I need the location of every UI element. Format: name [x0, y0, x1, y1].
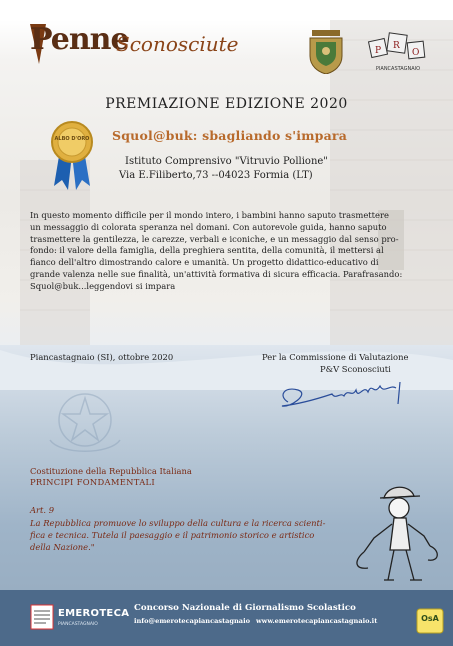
signature-icon — [270, 374, 420, 414]
emeroteca-logo — [30, 602, 130, 632]
article-line: della Nazione." — [30, 542, 95, 552]
municipal-crest-icon — [304, 24, 348, 74]
osa-label: OsA — [421, 614, 439, 623]
motivation-line: Squol@buk...leggendovi si impara — [30, 280, 176, 291]
logo-sconosciute-text: Sconosciute — [116, 32, 239, 56]
contest-title: Concorso Nazionale di Giornalismo Scolastico — [134, 603, 356, 613]
emeroteca-sub: PIANCASTAGNAIO — [58, 622, 98, 627]
page-title: PREMIAZIONE EDIZIONE 2020 — [105, 96, 348, 112]
school-name: Istituto Comprensivo "Vitruvio Pollione" — [125, 156, 328, 167]
svg-text:P: P — [375, 46, 382, 56]
proloco-label: PIANCASTAGNAIO — [375, 66, 421, 72]
svg-text:O: O — [412, 48, 420, 58]
article-line: fica e tecnica. Tutela il paesaggio e il patrimonio storico e artistico — [30, 530, 315, 540]
motivation-line: trasmettere la gentilezza, le carezze, verbali e iconiche, e un messaggio dal senso pro- — [30, 233, 399, 244]
motivation-line: grande valenza nelle sue finalità, un'attività formativa di sicura efficacia. Parafrasando: — [30, 268, 403, 279]
cartoon-boy-illustration — [344, 480, 444, 590]
penne-sconosciute-logo — [30, 18, 239, 78]
commission-line-2: P&V Sconosciuti — [320, 364, 391, 374]
motivation-line: un messaggio di colorata speranza nel domani. Con autorevole guida, hanno saputo — [30, 221, 387, 232]
article-line: La Repubblica promuove lo sviluppo della cultura e la ricerca scienti- — [30, 518, 326, 528]
article-text — [30, 517, 350, 553]
place-date: Piancastagnaio (SI), ottobre 2020 — [30, 352, 174, 362]
proloco-logo — [366, 28, 430, 80]
medal-label: ALBO D'ORO — [54, 136, 90, 142]
osa-logo — [416, 608, 444, 634]
school-address: Via E.Filiberto,73 --04023 Formia (LT) — [119, 170, 313, 181]
dice-icon — [366, 28, 430, 66]
footer-website-link[interactable]: www.emerotecapiancastagnaio.it — [256, 617, 378, 625]
constitution-title: Costituzione della Repubblica Italiana — [30, 466, 192, 476]
footer-email-link[interactable]: info@emerotecapiancastagnaio — [134, 617, 250, 625]
logo-penne-text: Penne — [30, 22, 129, 57]
emeroteca-name: EMEROTECA — [58, 608, 130, 619]
constitution-subtitle: PRINCIPI FONDAMENTALI — [30, 477, 156, 487]
italian-republic-emblem-icon — [30, 380, 140, 460]
newspaper-icon — [30, 604, 54, 630]
award-subject: Squol@buk: sbagliando s'impara — [112, 128, 347, 143]
motivation-line: In questo momento difficile per il mondo intero, i bambini hanno saputo trasmettere — [30, 210, 389, 220]
gold-medal-icon — [50, 120, 94, 192]
article-number: Art. 9 — [30, 505, 55, 515]
svg-text:R: R — [393, 41, 400, 51]
motivation-line: fondo: il valore della famiglia, della preghiera sentita, della comunità, il mettersi al — [30, 245, 384, 256]
commission-line-1: Per la Commissione di Valutazione — [262, 352, 409, 362]
motivation-line: fianco dell'altro dimostrando calore e umanità. Un progetto didattico-educativo di — [30, 257, 379, 268]
motivation-text — [30, 210, 428, 293]
